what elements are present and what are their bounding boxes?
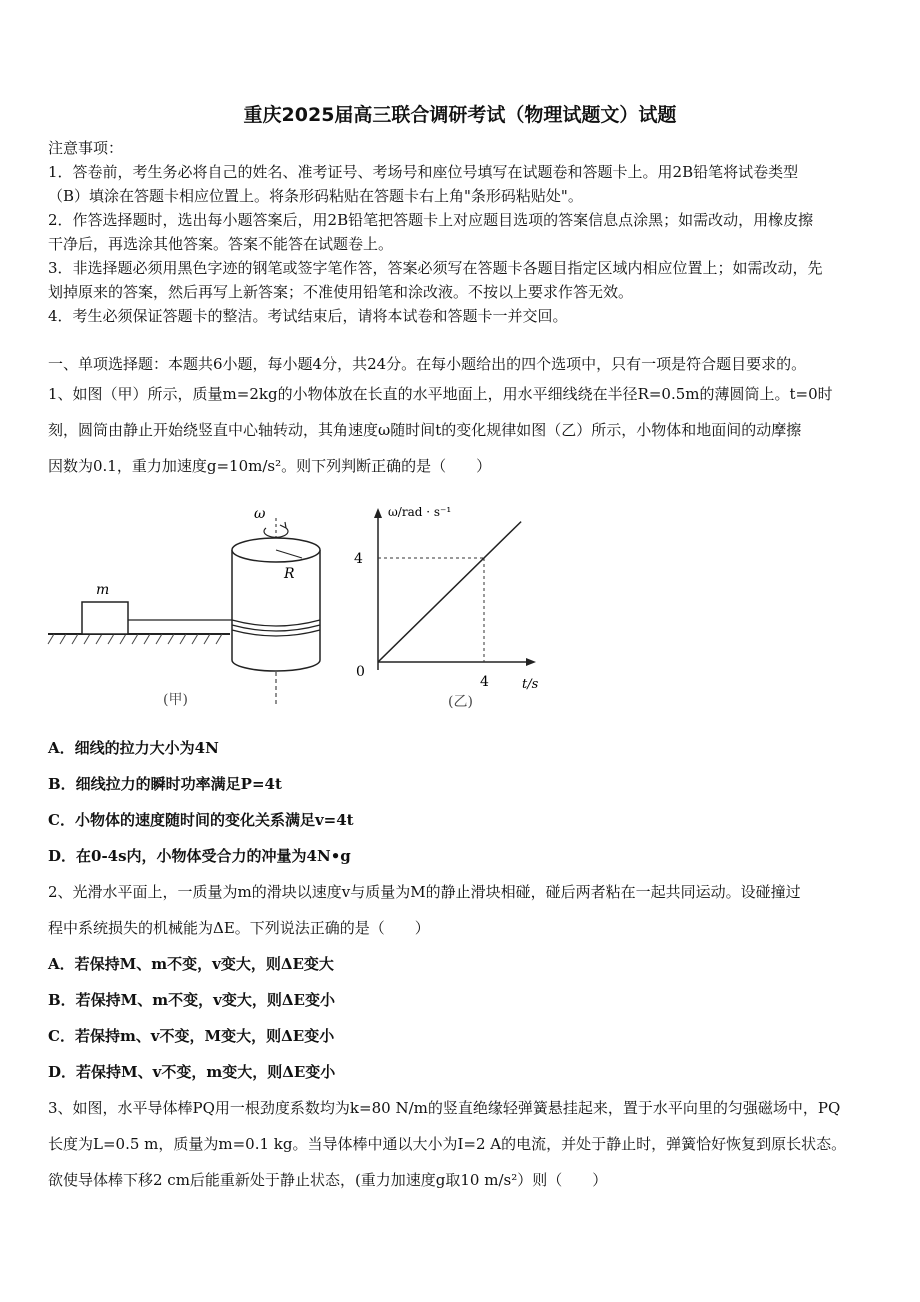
notice-line: 4．考生必须保证答题卡的整洁。考试结束后，请将本试卷和答题卡一并交回。 [48, 307, 568, 325]
x-axis-arrow-icon [526, 658, 536, 666]
question-2-option-b: B．若保持M、m不变，v变大，则ΔE变小 [48, 991, 335, 1009]
notice-line: 1．答卷前，考生务必将自己的姓名、准考证号、考场号和座位号填写在试题卷和答题卡上。用2B铅笔将试卷类型 [48, 163, 799, 181]
notice-heading: 注意事项： [48, 139, 124, 157]
notice-line: 2．作答选择题时，选出每小题答案后，用2B铅笔把答题卡上对应题目选项的答案信息点涂黑；如需改动，用橡皮擦 [48, 211, 814, 229]
question-3-stem: 长度为L=0.5 m，质量为m=0.1 kg。当导体棒中通以大小为I=2 A的电流，并处于静止时，弹簧恰好恢复到原长状态。 [48, 1135, 847, 1153]
question-1-option-a: A．细线的拉力大小为4N [48, 739, 219, 757]
question-2-stem: 程中系统损失的机械能为ΔE。下列说法正确的是（ ） [48, 919, 430, 937]
x-tick-label: 4 [480, 674, 489, 690]
label-R: R [284, 566, 295, 582]
notice-line: 干净后，再选涂其他答案。答案不能答在试题卷上。 [48, 235, 394, 253]
figure-jia [40, 498, 340, 718]
question-1-stem: 因数为0.1，重力加速度g=10m/s²。则下列判断正确的是（ ） [48, 457, 492, 475]
notice-line: 3．非选择题必须用黑色字迹的钢笔或签字笔作答，答案必须写在答题卡各题目指定区域内相应位置上；如需改动，先 [48, 259, 823, 277]
block-m [82, 602, 128, 634]
caption-jia: (甲) [163, 692, 188, 708]
question-3-stem: 3、如图，水平导体棒PQ用一根劲度系数均为k=80 N/m的竖直绝缘轻弹簧悬挂起来，置于水平向里的匀强磁场中，PQ [48, 1099, 841, 1117]
label-m: m [96, 582, 110, 598]
section-heading: 一、单项选择题：本题共6小题，每小题4分，共24分。在每小题给出的四个选项中，只有一项是符合题目要求的。 [48, 355, 807, 373]
question-1-option-d: D．在0-4s内，小物体受合力的冲量为4N•g [48, 847, 351, 865]
y-tick-label: 4 [354, 551, 363, 567]
question-2-option-d: D．若保持M、v不变，m变大，则ΔE变小 [48, 1063, 336, 1081]
question-1-option-c: C．小物体的速度随时间的变化关系满足v=4t [48, 811, 354, 829]
rotation-arrow-icon [280, 522, 286, 528]
question-3-stem: 欲使导体棒下移2 cm后能重新处于静止状态，(重力加速度g取10 m/s²）则（ ） [48, 1171, 608, 1189]
y-axis-arrow-icon [374, 508, 382, 518]
question-1-option-b: B．细线拉力的瞬时功率满足P=4t [48, 775, 282, 793]
notice-line: 划掉原来的答案，然后再写上新答案；不准使用铅笔和涂改液。不按以上要求作答无效。 [48, 283, 634, 301]
series-line [378, 522, 521, 662]
question-2-option-c: C．若保持m、v不变，M变大，则ΔE变小 [48, 1027, 335, 1045]
cylinder [232, 538, 320, 671]
figure-yi [350, 500, 550, 718]
x-axis-label: t/s [522, 677, 539, 692]
origin-label: 0 [356, 664, 365, 680]
question-1-stem: 刻，圆筒由静止开始绕竖直中心轴转动，其角速度ω随时间t的变化规律如图（乙）所示，小物体和地面间的动摩擦 [48, 421, 802, 439]
question-1-stem: 1、如图（甲）所示，质量m=2kg的小物体放在长直的水平地面上，用水平细线绕在半径R=0.5m的薄圆筒上。t=0时 [48, 385, 833, 403]
y-axis-label: ω/rad · s⁻¹ [388, 505, 452, 519]
question-2-option-a: A．若保持M、m不变，v变大，则ΔE变大 [48, 955, 334, 973]
exam-title: 重庆2025届高三联合调研考试（物理试题文）试题 [243, 104, 677, 126]
notice-line: （B）填涂在答题卡相应位置上。将条形码粘贴在答题卡右上角"条形码粘贴处"。 [48, 187, 583, 205]
label-omega: ω [254, 506, 266, 522]
caption-yi: (乙) [448, 694, 473, 710]
question-2-stem: 2、光滑水平面上，一质量为m的滑块以速度v与质量为M的静止滑块相碰，碰后两者粘在一起共同运动。设碰撞过 [48, 883, 801, 901]
